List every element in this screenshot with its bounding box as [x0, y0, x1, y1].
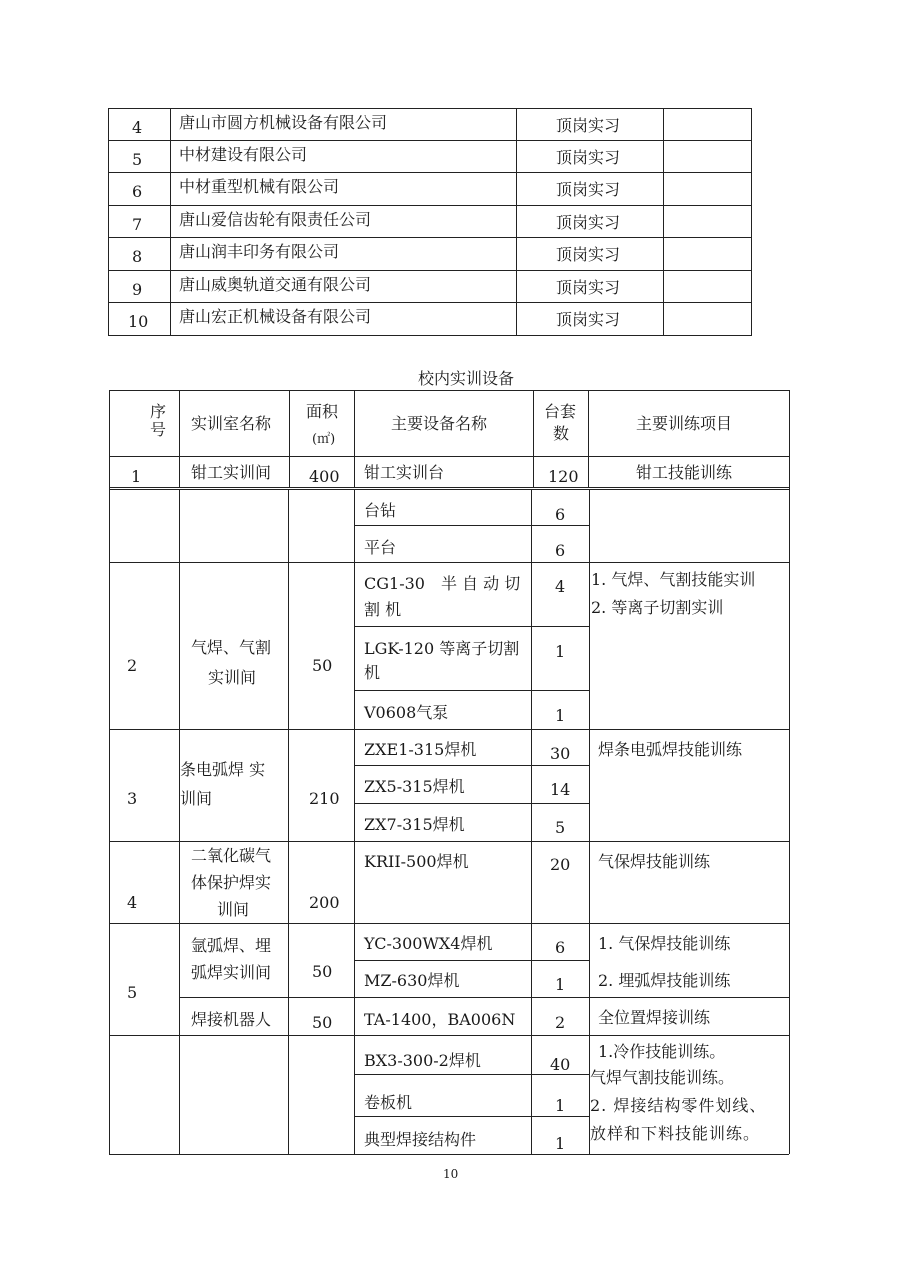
top-row-num: 4 — [132, 118, 143, 137]
row-count: 40 — [550, 1055, 571, 1074]
row-equipment: TA-1400，BA006N — [364, 1010, 516, 1029]
row-equipment: 钳工实训台 — [364, 463, 445, 482]
top-row-type: 顶岗实习 — [556, 310, 621, 329]
row-project: 2. 埋弧焊技能训练 — [598, 971, 731, 990]
row-equipment: 平台 — [364, 538, 397, 557]
row-project: 1. 气保焊技能训练 — [598, 934, 731, 953]
row-equipment: ZXE1-315焊机 — [364, 740, 477, 759]
top-row-type: 顶岗实习 — [556, 245, 621, 264]
header-count: 台套 — [544, 402, 577, 421]
row-equipment: YC-300WX4焊机 — [364, 934, 493, 953]
row-equipment: BX3-300-2焊机 — [364, 1051, 481, 1070]
row-equipment: 典型焊接结构件 — [364, 1130, 477, 1149]
row-room: 实训间 — [208, 668, 257, 687]
row-room: 氩弧焊、埋 — [191, 936, 272, 955]
row-count: 30 — [550, 744, 571, 763]
row-area: 50 — [312, 1013, 333, 1032]
row-equipment: KRII-500焊机 — [364, 852, 469, 871]
row-project: 2. 等离子切割实训 — [591, 598, 724, 617]
row-area: 200 — [309, 893, 340, 912]
row-count: 14 — [550, 780, 571, 799]
top-row-company: 中材重型机械有限公司 — [179, 177, 340, 196]
row-equipment: 割 机 — [364, 600, 402, 619]
row-room: 训间 — [180, 789, 213, 808]
header-num: 号 — [150, 420, 167, 439]
row-count: 1 — [555, 1134, 566, 1153]
row-area: 400 — [309, 467, 340, 486]
top-row-company: 唐山威奥轨道交通有限公司 — [179, 275, 372, 294]
row-count: 6 — [555, 938, 566, 957]
row-equipment: 卷板机 — [364, 1093, 413, 1112]
row-equipment: MZ-630焊机 — [364, 971, 460, 990]
row-project: 放样和下料技能训练。 — [590, 1124, 761, 1143]
row-room: 条电弧焊 实 — [180, 760, 266, 779]
row-equipment: V0608气泵 — [364, 703, 449, 722]
row-num: 5 — [127, 983, 138, 1002]
row-equipment: LGK-120 等离子切割 — [364, 639, 520, 658]
row-equipment: 机 — [364, 663, 381, 682]
row-project: 全位置焊接训练 — [598, 1008, 711, 1027]
row-room: 体保护焊实 — [191, 873, 272, 892]
row-count: 1 — [555, 975, 566, 994]
header-count: 数 — [553, 424, 570, 443]
row-count: 1 — [555, 642, 566, 661]
top-row-type: 顶岗实习 — [556, 278, 621, 297]
top-row-num: 5 — [132, 150, 143, 169]
row-project: 气焊气割技能训练。 — [590, 1068, 735, 1087]
top-row-company: 唐山市圆方机械设备有限公司 — [179, 113, 388, 132]
row-project: 1. 气焊、气割技能实训 — [591, 570, 756, 589]
top-row-num: 7 — [132, 215, 143, 234]
row-count: 2 — [555, 1013, 566, 1032]
top-row-company: 中材建设有限公司 — [179, 145, 308, 164]
row-num: 1 — [131, 467, 142, 486]
row-count: 1 — [555, 1096, 566, 1115]
row-count: 20 — [550, 855, 571, 874]
row-equipment: 台钻 — [364, 501, 397, 520]
row-num: 3 — [127, 789, 138, 808]
top-row-type: 顶岗实习 — [556, 116, 621, 135]
row-equipment: ZX7-315焊机 — [364, 815, 465, 834]
row-count: 1 — [555, 706, 566, 725]
row-project: 2. 焊接结构零件划线、 — [590, 1096, 767, 1115]
row-room: 焊接机器人 — [191, 1010, 272, 1029]
header-equipment: 主要设备名称 — [391, 414, 488, 433]
row-count: 5 — [555, 818, 566, 837]
row-count: 6 — [555, 541, 566, 560]
top-row-company: 唐山爱信齿轮有限责任公司 — [179, 210, 372, 229]
top-row-type: 顶岗实习 — [556, 148, 621, 167]
header-project: 主要训练项目 — [636, 414, 733, 433]
header-area-unit: (㎡) — [312, 432, 336, 447]
row-project: 焊条电弧焊技能训练 — [598, 740, 743, 759]
top-row-type: 顶岗实习 — [556, 180, 621, 199]
row-room: 弧焊实训间 — [191, 963, 272, 982]
row-num: 4 — [127, 893, 138, 912]
row-project: 气保焊技能训练 — [598, 852, 711, 871]
row-room: 训间 — [217, 900, 250, 919]
header-area: 面积 — [306, 402, 339, 421]
equipment-table-caption: 校内实训设备 — [418, 369, 515, 388]
row-count: 4 — [555, 577, 566, 596]
header-room: 实训室名称 — [191, 414, 272, 433]
row-equipment: CG1-30 半 自 动 切 — [364, 574, 521, 593]
row-area: 50 — [312, 656, 333, 675]
row-project: 1.冷作技能训练。 — [598, 1042, 726, 1061]
header-num: 序 — [150, 402, 167, 421]
row-area: 50 — [312, 962, 333, 981]
row-room: 气焊、气割 — [191, 638, 272, 657]
top-row-num: 8 — [132, 247, 143, 266]
row-room: 钳工实训间 — [191, 463, 272, 482]
top-row-type: 顶岗实习 — [556, 213, 621, 232]
row-count: 120 — [548, 467, 579, 486]
row-area: 210 — [309, 789, 340, 808]
top-row-num: 6 — [132, 182, 143, 201]
top-row-company: 唐山润丰印务有限公司 — [179, 242, 340, 261]
page-number: 10 — [443, 1167, 459, 1181]
row-equipment: ZX5-315焊机 — [364, 777, 465, 796]
row-num: 2 — [127, 656, 138, 675]
top-row-num: 10 — [128, 312, 149, 331]
top-row-company: 唐山宏正机械设备有限公司 — [179, 307, 372, 326]
row-room: 二氧化碳气 — [191, 846, 272, 865]
top-row-num: 9 — [132, 280, 143, 299]
row-project: 钳工技能训练 — [636, 463, 733, 482]
row-count: 6 — [555, 505, 566, 524]
